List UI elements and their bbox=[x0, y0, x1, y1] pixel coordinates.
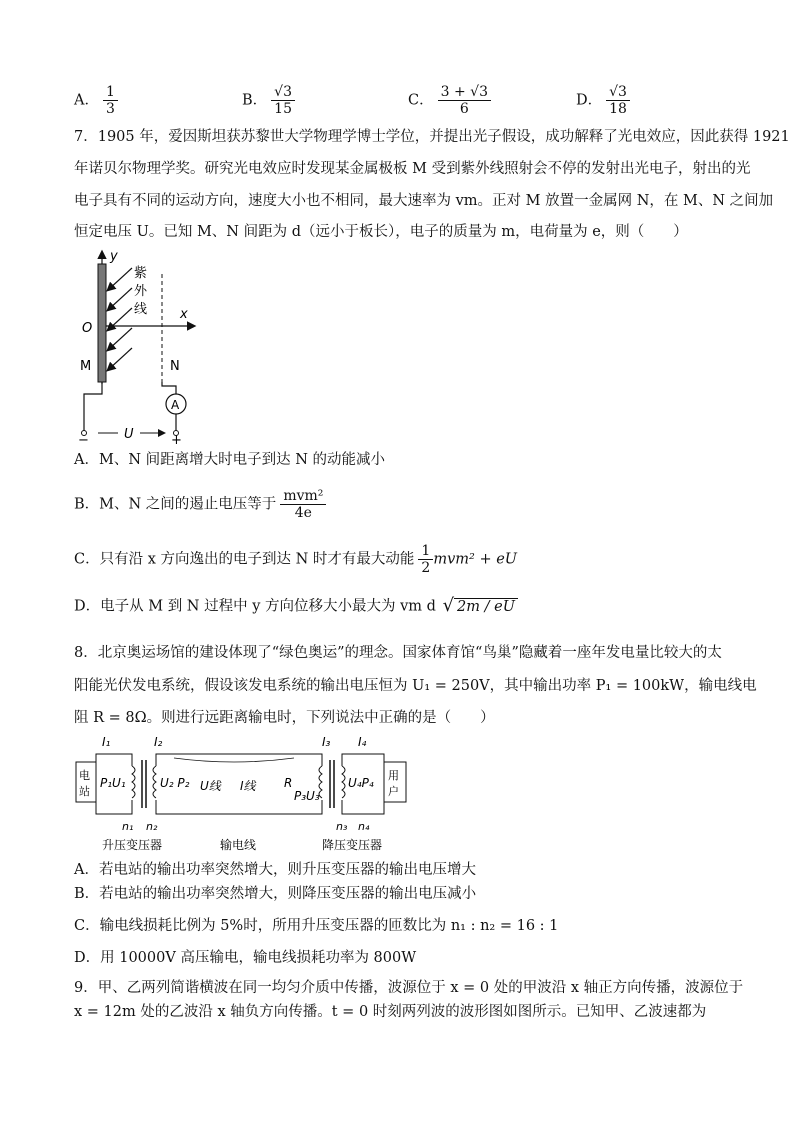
label-i4: I₄ bbox=[358, 735, 367, 749]
label-n2: n₂ bbox=[146, 820, 158, 833]
y-axis-label: y bbox=[110, 249, 118, 264]
q7-line-1: 7．1905 年，爱因斯坦获苏黎世大学物理学博士学位，并提出光子假设，成功解释了光电效应，因此获得 1921 bbox=[74, 129, 790, 145]
q8-line-3: 阻 R = 8Ω。则进行远距离输电时，下列说法中正确的是（ ） bbox=[74, 710, 495, 726]
sqrt-sign: √ bbox=[442, 595, 455, 616]
user-wire-top bbox=[342, 754, 384, 772]
q7-option-b: B．M、N 之间的遏止电压等于 $\frac{\text{mvm²}}{4e}$ bbox=[74, 488, 326, 521]
label-n3: n₃ bbox=[336, 820, 348, 833]
x-axis-label: x bbox=[180, 307, 188, 322]
q9-line-1: 9．甲、乙两列简谐横波在同一均匀介质中传播，波源位于 x = 0 处的甲波沿 x 轴正方向传播，波源位于 bbox=[74, 980, 744, 996]
label-u4p4: U₄P₄ bbox=[348, 776, 374, 790]
step-down-secondary-coil bbox=[342, 766, 345, 798]
q8-option-a: A．若电站的输出功率突然增大，则升压变压器的输出电压增大 bbox=[74, 862, 476, 878]
label-i3: I₃ bbox=[322, 735, 331, 749]
svg-text:用: 用 bbox=[388, 769, 399, 782]
transmission-figure bbox=[74, 732, 424, 854]
photoelectric-figure bbox=[74, 244, 224, 444]
label-p3u3: P₃U₃ bbox=[294, 789, 320, 803]
brace-top bbox=[174, 758, 294, 762]
plate-m-label: M bbox=[80, 359, 92, 374]
caption-line: 输电线 bbox=[220, 838, 257, 852]
q8-option-d: D．用 10000V 高压输电，输电线损耗功率为 800W bbox=[74, 950, 417, 966]
uv-rays bbox=[108, 268, 132, 370]
label-n1: n₁ bbox=[122, 820, 134, 833]
caption-step-down: 降压变压器 bbox=[322, 838, 383, 852]
primary-wire-top bbox=[96, 754, 132, 772]
label-i1: I₁ bbox=[102, 735, 111, 749]
q7-line-4: 恒定电压 U。已知 M、N 间距为 d（远小于板长），电子的质量为 m，电荷量为 e，则（ ） bbox=[74, 224, 688, 240]
label-u-line: U线 bbox=[200, 779, 221, 793]
q8-option-c: C．输电线损耗比例为 5%时，所用升压变压器的匝数比为 n₁ : n₂ = 16 : 1 bbox=[74, 918, 559, 934]
q7-line-3: 电子具有不同的运动方向，速度大小也不相同，最大速率为 vm。正对 M 放置一金属网 N，在 M、N 之间加 bbox=[74, 193, 774, 209]
caption-step-up: 升压变压器 bbox=[102, 838, 163, 852]
q7-option-a: A．M、N 间距离增大时电子到达 N 的动能减小 bbox=[74, 452, 386, 468]
step-up-secondary-coil bbox=[153, 766, 156, 798]
label-r: R bbox=[284, 776, 293, 790]
q7-option-c: C．只有沿 x 方向逸出的电子到达 N 时才有最大动能 $\frac{1}{2}$ mvm² + eU bbox=[74, 543, 518, 576]
q6-option-d: D． $\frac{√3}{18}$ bbox=[576, 84, 630, 117]
label-n4: n₄ bbox=[358, 820, 370, 833]
q8-option-b: B．若电站的输出功率突然增大，则降压变压器的输出电压减小 bbox=[74, 886, 477, 902]
label-u2p2: U₂ P₂ bbox=[160, 776, 190, 790]
q6-option-c: C． $\frac{3 + √3}{6}$ bbox=[408, 84, 491, 117]
q8-line-1: 8．北京奥运场馆的建设体现了“绿色奥运”的理念。国家体育馆“鸟巢”隐藏着一座年发电量比较大的太 bbox=[74, 645, 722, 661]
q9-line-2: x = 12m 处的乙波沿 x 轴负方向传播。t = 0 时刻两列波的波形图如图所示。已知甲、乙波速都为 bbox=[74, 1004, 707, 1020]
wire-right-top bbox=[162, 382, 176, 394]
user-wire-bottom bbox=[342, 792, 384, 814]
q8-line-2: 阳能光伏发电系统，假设该发电系统的输出电压恒为 U₁ = 250V，其中输出功率 P₁ = 100kW，输电线电 bbox=[74, 678, 757, 694]
origin-label: O bbox=[82, 321, 93, 336]
q6-option-b: B． $\frac{√3}{15}$ bbox=[242, 84, 295, 117]
line-top bbox=[156, 754, 322, 766]
step-up-primary-coil bbox=[132, 766, 135, 798]
label-p1u1: P₁U₁ bbox=[100, 776, 126, 790]
q7-option-d: D．电子从 M 到 N 过程中 y 方向位移大小最大为 vm d √ 2m / eU bbox=[74, 596, 518, 617]
svg-text:站: 站 bbox=[79, 785, 90, 798]
plus-sign: + bbox=[171, 433, 182, 444]
label-i-line: I线 bbox=[240, 779, 256, 793]
sqrt-expression: √ 2m / eU bbox=[443, 596, 518, 617]
svg-text:电: 电 bbox=[79, 769, 90, 782]
ammeter-label: A bbox=[171, 398, 180, 412]
q6-option-a: A． $\frac{1}{3}$ bbox=[74, 84, 118, 117]
primary-wire-bottom bbox=[96, 792, 132, 814]
grid-n-label: N bbox=[170, 359, 180, 374]
uv-label-3: 线 bbox=[134, 302, 148, 317]
uv-label-2: 外 bbox=[134, 284, 148, 299]
svg-text:户: 户 bbox=[388, 785, 399, 798]
uv-label-1: 紫 bbox=[134, 266, 148, 281]
voltage-label: U bbox=[124, 427, 134, 442]
minus-sign: − bbox=[78, 433, 89, 444]
q7-line-2: 年诺贝尔物理学奖。研究光电效应时发现某金属极板 M 受到紫外线照射会不停的发射出光电子，射出的光 bbox=[74, 161, 751, 177]
wire-left bbox=[84, 382, 102, 432]
label-i2: I₂ bbox=[154, 735, 163, 749]
plate-m bbox=[98, 264, 106, 382]
